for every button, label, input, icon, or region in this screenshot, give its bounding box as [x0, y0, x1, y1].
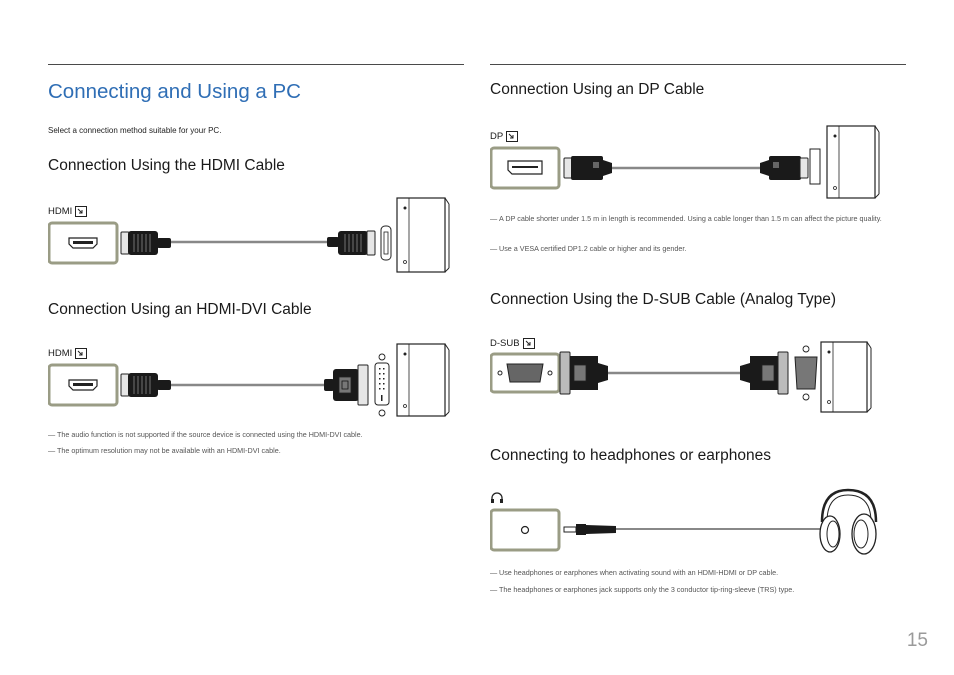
- hdmi-label-text: HDMI: [48, 206, 73, 217]
- dsub-heading: Connection Using the D-SUB Cable (Analog Type): [490, 291, 837, 308]
- dp-heading: Connection Using an DP Cable: [490, 81, 705, 98]
- monitor-dsub-port: [795, 346, 817, 400]
- note-text: Use headphones or earphones when activating sound with an HDMI-HDMI or DP cable.: [499, 568, 779, 577]
- pc-hdmi-port: [49, 365, 117, 405]
- dp-note-1: [490, 213, 899, 226]
- headphones-connection-diagram: [490, 486, 892, 558]
- note-text: The headphones or earphones jack supports only the 3 conductor tip-ring-sleeve (TRS) type.: [499, 585, 795, 594]
- pc-dsub-port: [491, 354, 559, 392]
- note-dash: —: [48, 446, 56, 455]
- hdmi-dvi-note-1: [48, 429, 457, 442]
- note-dash: —: [490, 568, 498, 577]
- monitor-rear: [381, 198, 449, 272]
- hdmi-dvi-heading: Connection Using an HDMI-DVI Cable: [48, 301, 312, 318]
- dsub-plug-left: [560, 352, 608, 394]
- hdmi-plug-right: [327, 231, 375, 255]
- dvi-plug: [324, 365, 368, 405]
- monitor-rear: [397, 344, 449, 416]
- note-dash: —: [490, 585, 498, 594]
- note-dash: —: [48, 430, 56, 439]
- note-dash: —: [490, 244, 498, 253]
- dp-plug-right: [760, 156, 808, 180]
- page-title: Connecting and Using a PC: [48, 80, 301, 103]
- intro-text: Select a connection method suitable for your PC.: [48, 126, 222, 135]
- hdmi-plug-left: [121, 231, 171, 255]
- headphones-illustration: [820, 490, 876, 554]
- headphones-note-1: [490, 567, 899, 580]
- headphones-note-2: [490, 584, 899, 597]
- dsub-connection-diagram: [490, 338, 892, 418]
- pc-hdmi-port: [49, 223, 117, 263]
- dsub-label-text: D-SUB: [490, 338, 520, 349]
- note-text: The audio function is not supported if the source device is connected using the HDMI-DVI cable.: [57, 430, 363, 439]
- pc-dp-port: [491, 148, 559, 188]
- dp-connection-diagram: [490, 122, 892, 202]
- hdmi-dvi-note-2: [48, 445, 457, 458]
- hdmi-heading: Connection Using the HDMI Cable: [48, 157, 285, 174]
- monitor-dp-port: [810, 149, 820, 184]
- note-text: A DP cable shorter under 1.5 m in length is recommended. Using a cable longer than 1.5 m can affect the picture quality.: [499, 214, 882, 223]
- note-text: The optimum resolution may not be available with an HDMI-DVI cable.: [57, 446, 281, 455]
- dp-plug-left: [564, 156, 612, 180]
- headphones-heading: Connecting to headphones or earphones: [490, 447, 771, 464]
- note-dash: —: [490, 214, 498, 223]
- dsub-plug-right: [740, 352, 788, 394]
- monitor-dvi-port: [375, 354, 389, 416]
- monitor-rear: [821, 342, 871, 412]
- page-number: 15: [906, 630, 928, 651]
- hdmi-plug: [121, 373, 171, 397]
- audio-plug: [564, 524, 616, 535]
- headphone-cable: [616, 520, 833, 529]
- monitor-rear: [827, 126, 879, 198]
- hdmi-connection-diagram: [48, 196, 450, 276]
- hdmi-dvi-label-text: HDMI: [48, 348, 73, 359]
- dp-note-2: [490, 243, 899, 256]
- left-top-rule: [48, 64, 464, 65]
- right-top-rule: [490, 64, 906, 65]
- hdmi-dvi-connection-diagram: [48, 340, 450, 422]
- note-text: Use a VESA certified DP1.2 cable or higher and its gender.: [499, 244, 687, 253]
- dp-label-text: DP: [490, 131, 504, 142]
- pc-headphone-jack: [491, 510, 559, 550]
